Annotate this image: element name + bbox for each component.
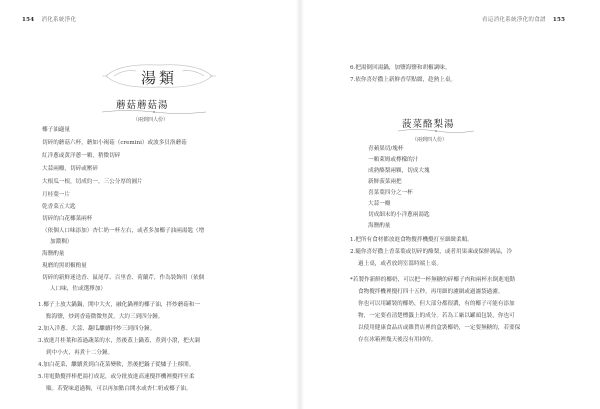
ingredient-line: 成熟酪梨兩顆，切成大塊	[368, 168, 430, 174]
step-line: 1.椰子上放大鍋鍋，開中大火，融化鍋裡的椰子油，拌炒蘑菇和一	[38, 302, 200, 308]
ingredient-line: 月桂葉一片	[42, 192, 70, 198]
ingredient-line: 一顆萊姆或檸檬的汁	[368, 157, 419, 163]
note-line: 食物攪拌機裡攪打四十五秒，再用細的濾網或過濾袋過濾。	[358, 289, 504, 295]
ingredient-line: 青蘋果切/塊杯	[368, 146, 404, 152]
ingredient-line: 大蒜兩瓣，切碎或壓碎	[42, 166, 98, 172]
right-page-number: 155	[552, 17, 566, 23]
step-line: 2.加入洋蔥、大蒜、翻瓜繼續拌炒三到四分鐘。	[38, 326, 156, 332]
ingredient-line: 切碎的白花椰菜兩杯	[42, 216, 93, 222]
ingredient-line: 加濃稠）	[50, 239, 73, 245]
step-line: 2.隨你喜好撒上香菜葉或切碎的酪梨，或者用果凍或保鮮剝晶，冷	[350, 249, 512, 255]
recipe-servings: （兩到四人份）	[133, 117, 169, 123]
step-line: 過上桌，或者放到室溫時端上桌。	[358, 261, 442, 267]
right-running-head: 看這消化系統淨化的食譜	[482, 17, 546, 23]
continued-step-line: 6.把湯倒回湯鍋，加鹽海鹽和胡椒調味。	[350, 65, 451, 71]
ingredient-line: 紅洋蔥或黃洋蔥一顆，稍微切碎	[42, 153, 121, 159]
ingredient-line: 人口味，佐或選擇加）	[50, 286, 106, 292]
ingredient-line: 喜菜葉四分之一杯	[368, 190, 413, 196]
left-page-header	[22, 15, 76, 23]
ingredient-line: 海鹽酌量	[368, 223, 391, 229]
note-line: *若製作新鮮的椰奶，可以把一杯無糖的碎椰子肉和兩杯水倒進電動	[350, 277, 516, 283]
left-page-number: 154	[22, 17, 35, 23]
step-line: 順。若覺味道過稠，可以再加點白開水或杏仁奶或椰子油。	[46, 386, 192, 392]
note-line: 以使用健康食品店或雜貨店裡的盒裝椰奶，一定要無糖的，若要保	[358, 325, 521, 331]
left-page	[0, 0, 292, 409]
ingredient-line: 新鮮菠菜兩把	[368, 179, 402, 185]
continued-step-line: 7.依你喜好撒上新鮮香草點綴，趁熱上桌。	[350, 77, 457, 83]
section-heading	[100, 62, 218, 90]
ingredient-line: 大根瓜一根，切成約一，三公分厚的圓片	[42, 179, 143, 185]
ingredient-line: 椰子油適量	[42, 127, 70, 133]
ingredient-line: 現磨的黑胡椒酌量	[42, 263, 87, 269]
title-flourish	[98, 109, 210, 115]
recipe-servings-2: （兩到四人份）	[412, 137, 448, 143]
left-running-head: 消化系統淨化	[41, 17, 77, 23]
title-flourish-2	[394, 128, 478, 134]
step-line: 4.加白花菜，繼續煮到白花菜變軟，然後把鍋子從爐子上移開。	[38, 362, 195, 368]
step-line: 點海鹽，炒到香菇微微焦黃，大約三到四分鐘。	[46, 314, 164, 320]
ingredient-line: （依個人口味添加）杏仁奶一杯左右，或者多加椰子油兩湯匙（增	[42, 228, 205, 234]
ingredient-line: 大蒜一瓣	[368, 201, 391, 207]
note-line: 你也可以用罐裝的椰奶，但大部分都很濃，有的椰子可能有添加	[358, 301, 515, 307]
step-line: 1.把所有食材都放進食物攪拌機攪打至細緻柔順。	[350, 237, 473, 243]
note-line: 存在冰箱裡幾天後沒有用掉的。	[358, 337, 437, 343]
ingredient-line: 切碎的蘑菇六杯，蘑如小褐菇（cremini）或波多貝洛蘑菇	[42, 140, 187, 146]
ingredient-line: 切碎的新鮮迷迭香、鼠尾草、百里香、荷蘭芹，作為裝飾用（依個	[42, 275, 205, 281]
step-line: 3.放進月桂葉和蓋過蔬菜的水，然後蓋上鍋蓋，煮到小滾，把火調	[38, 338, 200, 344]
section-title: 湯類	[140, 69, 177, 87]
note-line: 物，一定要看清楚標籤上的成分。若為工廠以罐頭包裝，你也可	[358, 313, 515, 319]
recipe-title: 蘑菇蘑菇湯	[116, 100, 169, 111]
ingredient-line: 乾香菜五大匙	[42, 204, 76, 210]
step-line: 5.用電動攪拌棒把湯打成泥，或分批放進高速攪拌機裡攪拌至柔	[38, 374, 195, 380]
right-page	[300, 0, 592, 409]
step-line: 到中小火，再煮十二分鐘。	[46, 350, 114, 356]
ingredient-line: 切成細末的小洋蔥兩湯匙	[368, 212, 430, 218]
right-page-header	[482, 15, 565, 23]
recipe-title-2: 菠菜酪梨湯	[402, 119, 455, 130]
ingredient-line: 海鹽酌量	[42, 251, 65, 257]
